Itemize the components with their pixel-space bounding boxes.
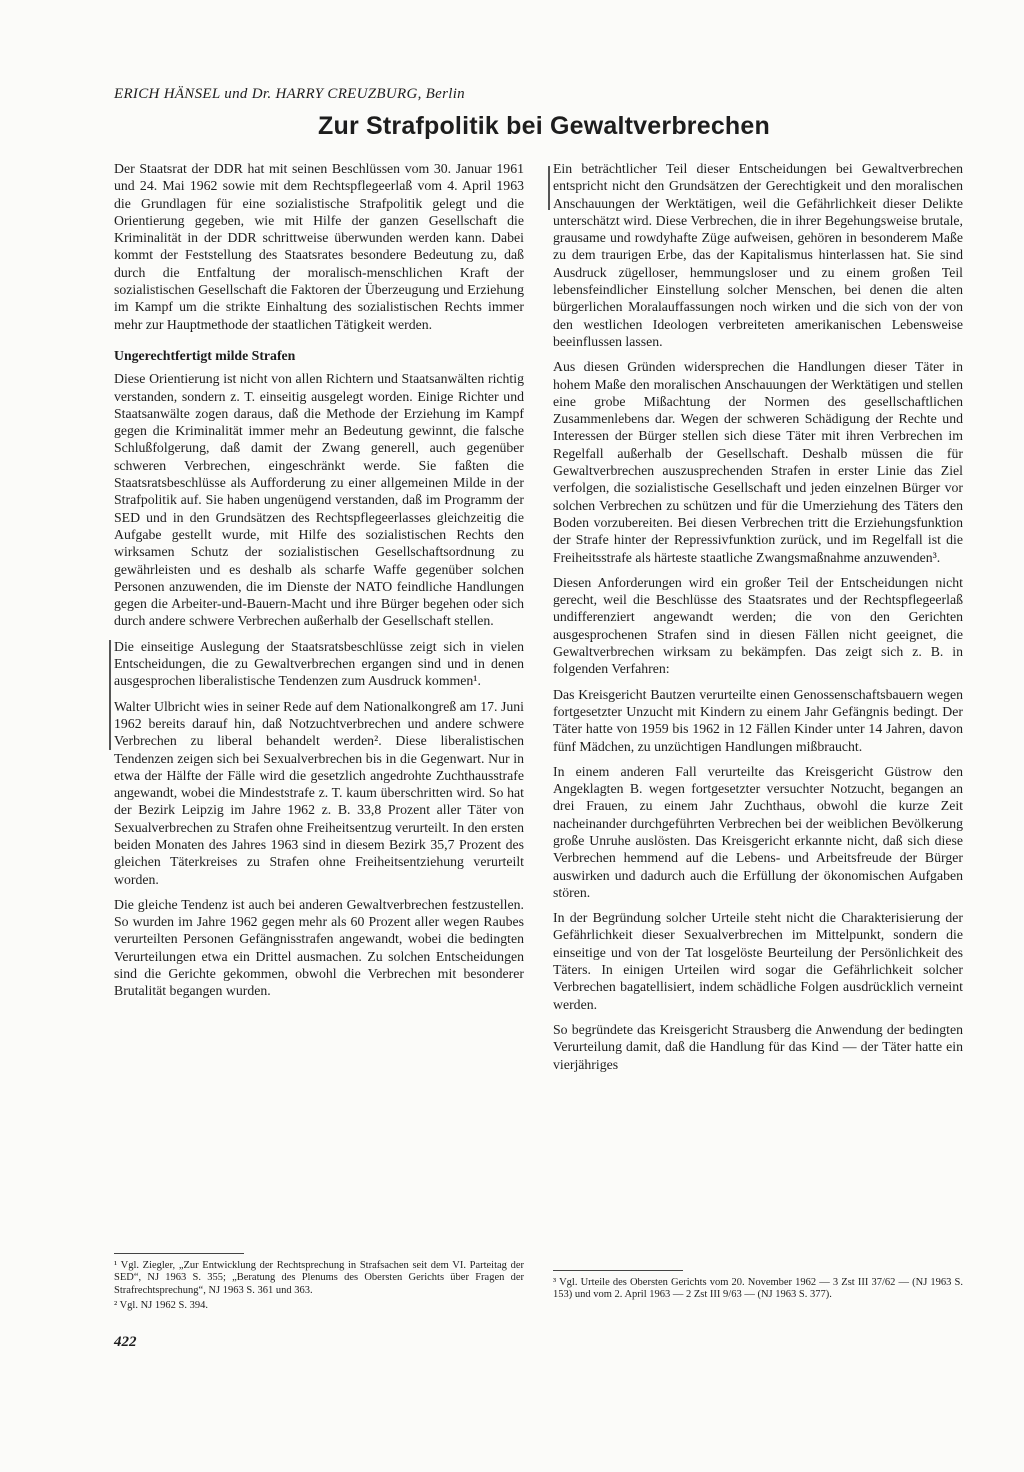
- paragraph: Die gleiche Tendenz ist auch bei anderen Gewaltverbrechen festzustellen. So wurden im Jahre 1962 gegen mehr als 60 Prozent aller wegen Raubes verurteilten Personen Gefängnisstrafen angewandt, wobei die bedingten Verurteilungen etwa ein Drittel ausmachen. Zu solchen Entscheidungen sind die Gerichte gekommen, obwohl die Verbrechen mit besonderer Brutalität begangen wurden.: [114, 896, 524, 999]
- paragraph: Diese Orientierung ist nicht von allen Richtern und Staatsanwälten richtig verstanden, sondern z. T. einseitig ausgelegt worden. Einige Richter und Staatsanwälte zogen daraus, daß die Methode der Erziehung im Kampf gegen die Kriminalität immer mehr an Bedeutung gewinnt, die falsche Schlußfolgerung, daß damit der Zwang generell, auch gegenüber schweren Verbrechen, eingeschränkt werde. Sie faßten die Staatsratsbeschlüsse als Aufforderung zu einer allgemeinen Milde in der Strafpolitik auf. Sie haben ungenügend verstanden, daß im Programm der SED und in den Grundsätzen des Rechtspflegeerlasses gleichzeitig die Aufgabe gestellt wurde, mit Hilfe des sozialistischen Rechts den wirksamen Schutz der sozialistischen Gesellschaftsordnung zu gewährleisten und es deshalb als scharfe Waffe gegenüber solchen Personen anzuwenden, die im Dienste der NATO feindliche Handlungen gegen die Arbeiter-und-Bauern-Macht und ihre Bürger begehen oder sich durch andere schwere Verbrechen außerhalb der Gesellschaft stellen.: [114, 371, 524, 629]
- margin-mark: [109, 640, 111, 750]
- paragraph: Aus diesen Gründen widersprechen die Handlungen dieser Täter in hohem Maße den moralischen Anschauungen der Werktätigen und stellen eine grobe Mißachtung der Normen des gesellschaftlichen Zusammenlebens dar. Wegen der schweren Schädigung der Rechte und Interessen der Bürger stellen sich diese Täter mit ihren Verbrechen im Regelfall außerhalb der Gesellschaft. Deshalb müssen die für Gewaltverbrechen auszusprechenden Strafen in erster Linie das Ziel verfolgen, die sozialistische Gesellschaft und jeden einzelnen Bürger vor solchen Verbrechen zu schützen und für die Umerziehung des Täters den Boden vorzubereiten. Bei diesen Verbrechen tritt die Erziehungsfunktion der Strafe hinter der Repressivfunktion zurück, und im Regelfall ist die Freiheitsstrafe als härteste staatliche Zwangsmaßnahme anzuwenden³.: [553, 359, 963, 565]
- margin-mark: [548, 166, 550, 210]
- paragraph: In einem anderen Fall verurteilte das Kreisgericht Güstrow den Angeklagten B. wegen fortgesetzter versuchter Notzucht, begangen an drei Frauen, zu einem Jahr Zuchthaus, obwohl die kurze Zeit nacheinander durchgeführten Verbrechen bei der weiblichen Bevölkerung große Unruhe auslösten. Das Kreisgericht erkannte nicht, daß sich diese Verbrechen hemmend auf die Lebens- und Arbeitsfreude der Bürger auswirken und dadurch auch die Erfüllung der ökonomischen Aufgaben stören.: [553, 763, 963, 900]
- footnotes-left: [114, 1253, 524, 1316]
- author-line: ERICH HÄNSEL und Dr. HARRY CREUZBURG, Berlin: [114, 86, 465, 102]
- paragraph: So begründete das Kreisgericht Strausberg die Anwendung der bedingten Verurteilung damit, daß die Handlung für das Kind — der Täter hatte ein vierjähriges: [553, 1021, 963, 1072]
- footnote: ¹ Vgl. Ziegler, „Zur Entwicklung der Rechtsprechung in Strafsachen seit dem VI. Parteitag der SED“, NJ 1963 S. 355; „Beratung des Plenums des Obersten Gerichts über Fragen der Strafrechtsprechung“, NJ 1963 S. 361 und 363.: [114, 1260, 524, 1296]
- footnote: ³ Vgl. Urteile des Obersten Gerichts vom 20. November 1962 — 3 Zst III 37/62 — (NJ 1963 S. 153) und vom 2. April 1963 — 2 Zst III 9/63 — (NJ 1963 S. 377).: [553, 1277, 963, 1301]
- page-number: 422: [114, 1334, 137, 1350]
- section-heading: Ungerechtfertigt milde Strafen: [114, 347, 296, 363]
- right-column: [553, 160, 963, 1081]
- paragraph: In der Begründung solcher Urteile steht nicht die Charakterisierung der Gefährlichkeit dieser Sexualverbrechen im Mittelpunkt, sondern die einseitige und von der Tat losgelöste Beurteilung der Persönlichkeit des Täters. In einigen Urteilen wird sogar die Gefährlichkeit solcher Verbrechen bagatellisiert, indem schädliche Folgen ausdrücklich verneint werden.: [553, 910, 963, 1012]
- footnote: ² Vgl. NJ 1962 S. 394.: [114, 1300, 208, 1312]
- paragraph: Walter Ulbricht wies in seiner Rede auf dem Nationalkongreß am 17. Juni 1962 bereits darauf hin, daß Notzuchtverbrechen und andere schwere Verbrechen zu liberal behandelt werden². Diese liberalistischen Tendenzen zeigen sich bei Sexualverbrechen bis in die Gegenwart. Nur in etwa der Hälfte der Fälle wird die gesetzlich angedrohte Zuchthausstrafe angewandt, wobei die Mindeststrafe z. T. kaum überschritten wird. So hat der Bezirk Leipzig im Jahre 1962 z. B. 33,8 Prozent aller Täter von Sexualverbrechen zu Strafen ohne Freiheitsentzug verurteilt. In den ersten beiden Monaten des Jahres 1963 sind in diesem Bezirk 35,7 Prozent des gleichen Täterkreises zu Strafen ohne Freiheitsentziehung verurteilt worden.: [114, 698, 524, 887]
- footnotes-right: [553, 1270, 963, 1305]
- article-title: Zur Strafpolitik bei Gewaltverbrechen: [318, 112, 770, 140]
- paragraph: Die einseitige Auslegung der Staatsratsbeschlüsse zeigt sich in vielen Entscheidungen, die zu Gewaltverbrechen ergangen sind und in denen ausgesprochen liberalistische Tendenzen zum Ausdruck kommen¹.: [114, 638, 524, 689]
- footnote-rule: [114, 1253, 244, 1254]
- paragraph: Das Kreisgericht Bautzen verurteilte einen Genossenschaftsbauern wegen fortgesetzter Unzucht mit Kindern zu einem Jahr Gefängnis bedingt. Der Täter hatte von 1959 bis 1962 in 12 Fällen Kinder unter 14 Jahren, davon fünf Mädchen, zu unzüchtigen Handlungen mißbraucht.: [553, 686, 963, 754]
- footnote-rule: [553, 1270, 683, 1271]
- left-column: [114, 160, 524, 1008]
- paragraph: Diesen Anforderungen wird ein großer Teil der Entscheidungen nicht gerecht, weil die Beschlüsse des Staatsrates und der Rechtspflegeerlaß undifferenziert angewandt werden; die von den Gerichten ausgesprochenen Strafen sind in diesen Fällen nicht geeignet, die Gewaltverbrechen wirksam zu bekämpfen. Das zeigt sich z. B. in folgenden Verfahren:: [553, 574, 963, 677]
- paragraph: Der Staatsrat der DDR hat mit seinen Beschlüssen vom 30. Januar 1961 und 24. Mai 1962 sowie mit dem Rechtspflegeerlaß vom 4. April 1963 die Grundlagen für eine sozialistische Strafpolitik gelegt und die Orientierung gegeben, wie mit Hilfe der ganzen Gesellschaft die Kriminalität in der DDR schrittweise überwunden werden kann. Dabei kommt der Feststellung des Staatsrates besondere Bedeutung zu, daß durch die Entfaltung der moralisch-menschlichen Kraft der sozialistischen Gesellschaft die Faktoren der Überzeugung und Erziehung im Kampf um die strikte Einhaltung des sozialistischen Rechts immer mehr zur Hauptmethode der staatlichen Tätigkeit werden.: [114, 161, 524, 332]
- paragraph: Ein beträchtlicher Teil dieser Entscheidungen bei Gewaltverbrechen entspricht nicht den Grundsätzen der Gerechtigkeit und den moralischen Anschauungen der Werktätigen, weil die Gefährlichkeit dieser Delikte unterschätzt wird. Diese Verbrechen, die in ihrer Begehungsweise brutale, grausame und rowdyhafte Züge aufweisen, gehören in besonderem Maße zu dem traurigen Erbe, das der Kapitalismus hinterlassen hat. Sie sind Ausdruck zügelloser, hemmungsloser und zu einem großen Teil lebensfeindlicher Einstellung solcher Menschen, bei denen die alten bürgerlichen Moralauffassungen noch wirken und die sich von der von den westlichen Ideologen verbreiteten amerikanischen Lebensweise beeinflussen lassen.: [553, 161, 963, 349]
